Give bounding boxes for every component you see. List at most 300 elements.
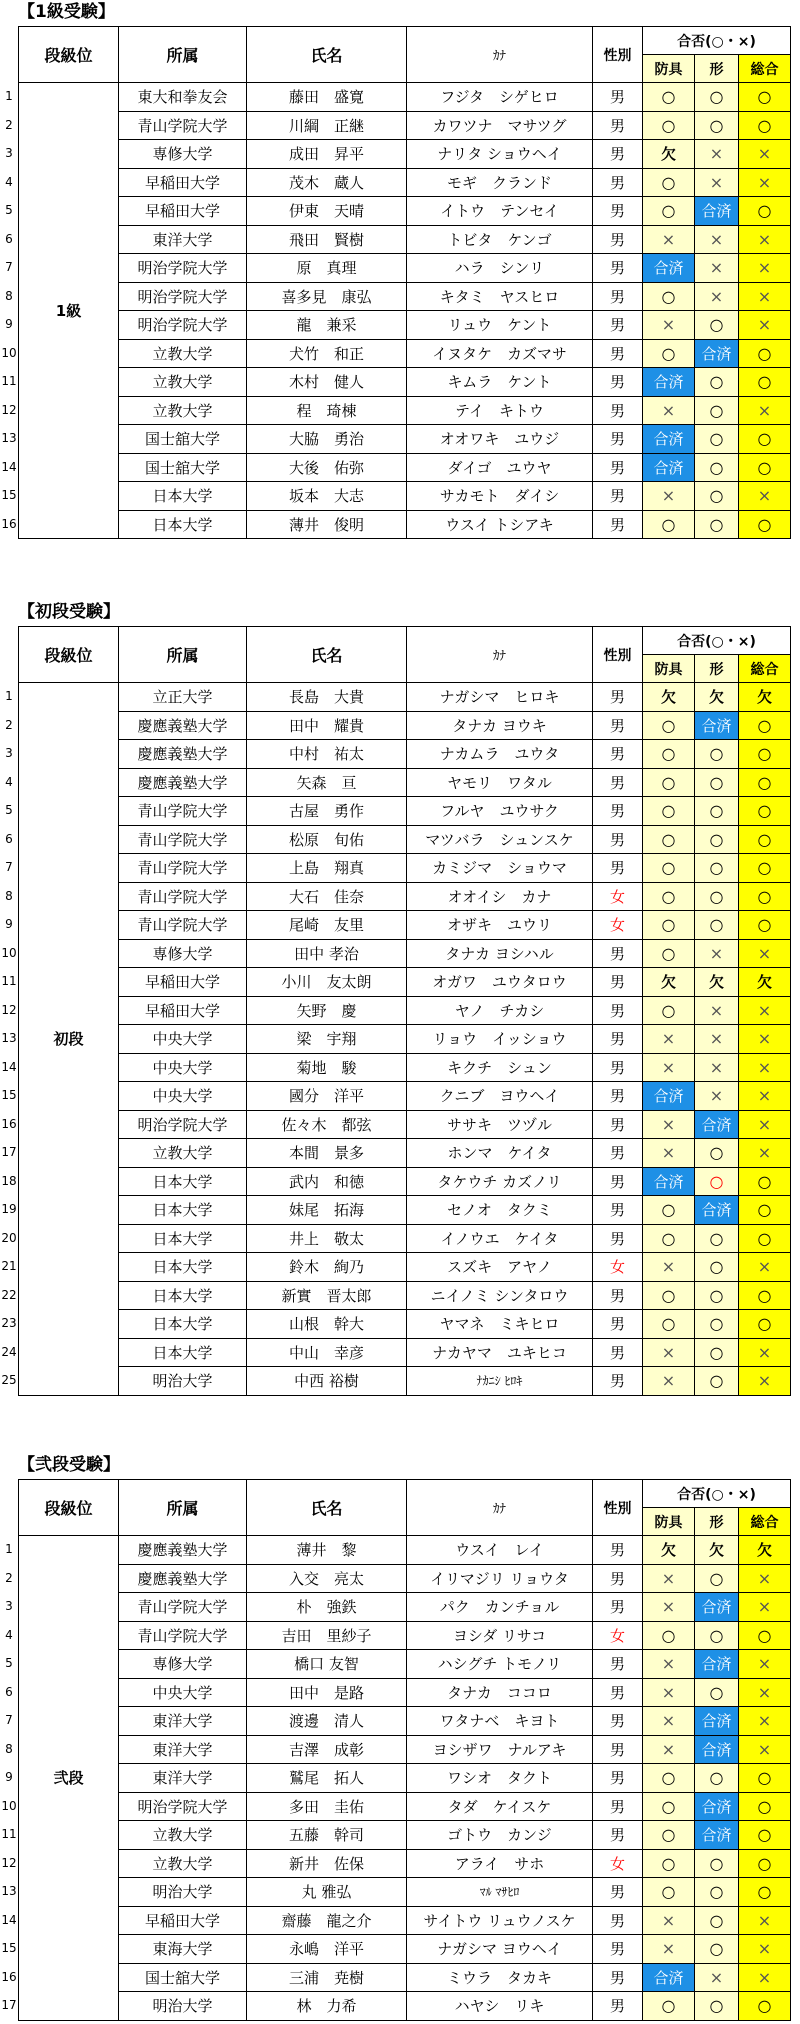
table-row <box>19 854 791 883</box>
affiliation-cell: 明治学院大学 <box>119 1792 247 1821</box>
fail-mark-icon: × <box>661 1114 676 1134</box>
affiliation-cell: 東洋大学 <box>119 1735 247 1764</box>
name-cell: 藤田 盛寛 <box>247 83 407 112</box>
sex-cell: 男 <box>593 425 643 454</box>
result-total-cell <box>739 1735 791 1764</box>
pass-mark-icon: ○ <box>709 858 724 878</box>
pass-mark-icon: ○ <box>661 715 676 735</box>
kana-cell: ハラ シンリ <box>407 254 593 283</box>
results-table <box>18 1479 791 2021</box>
header-result: 合否(○・×) <box>643 627 791 655</box>
name-cell: 佐々木 都弦 <box>247 1110 407 1139</box>
table-row <box>19 339 791 368</box>
result-text: 合済 <box>701 1826 732 1845</box>
result-kata-cell <box>695 911 739 940</box>
table-row <box>19 1196 791 1225</box>
result-kata-cell <box>695 1310 739 1339</box>
pass-mark-icon: ○ <box>661 886 676 906</box>
result-total-cell <box>739 1906 791 1935</box>
fail-mark-icon: × <box>757 229 772 249</box>
sex-cell: 男 <box>593 83 643 112</box>
result-bogu-cell <box>643 1564 695 1593</box>
affiliation-cell: 日本大学 <box>119 1253 247 1282</box>
table-row <box>19 482 791 511</box>
sex-cell: 男 <box>593 1110 643 1139</box>
result-kata-cell <box>695 1253 739 1282</box>
result-kata-cell <box>695 510 739 539</box>
row-number: 3 <box>5 746 13 760</box>
affiliation-cell: 東洋大学 <box>119 1707 247 1736</box>
table-row <box>19 1536 791 1565</box>
result-kata-cell <box>695 1281 739 1310</box>
sex-cell: 男 <box>593 1764 643 1793</box>
pass-mark-icon: ○ <box>709 772 724 792</box>
result-kata-cell <box>695 254 739 283</box>
pass-mark-icon: ○ <box>757 1228 772 1248</box>
sex-cell: 男 <box>593 1196 643 1225</box>
affiliation-cell: 立正大学 <box>119 683 247 712</box>
kana-cell: ヨシザワ ナルアキ <box>407 1735 593 1764</box>
row-number: 11 <box>1 1827 17 1841</box>
kana-cell: ウスイ トシアキ <box>407 510 593 539</box>
row-number: 7 <box>5 860 13 874</box>
affiliation-cell: 中央大学 <box>119 1082 247 1111</box>
row-number: 5 <box>5 203 13 217</box>
result-total-cell <box>739 996 791 1025</box>
result-total-cell <box>739 1224 791 1253</box>
result-text: 欠 <box>757 973 773 992</box>
row-number: 14 <box>1 459 17 474</box>
name-cell: 茂木 蔵人 <box>247 168 407 197</box>
kana-cell: ナカムラ ユウタ <box>407 740 593 769</box>
table-row <box>19 1053 791 1082</box>
name-cell: 梁 宇翔 <box>247 1025 407 1054</box>
affiliation-cell: 東洋大学 <box>119 1764 247 1793</box>
pass-mark-icon: ○ <box>757 858 772 878</box>
pass-mark-icon: ○ <box>661 87 676 107</box>
result-kata-cell <box>695 1110 739 1139</box>
fail-mark-icon: × <box>757 1597 772 1617</box>
row-number: 10 <box>1 1798 17 1813</box>
affiliation-cell: 立教大学 <box>119 339 247 368</box>
pass-mark-icon: ○ <box>661 1825 676 1845</box>
result-total-cell <box>739 282 791 311</box>
name-cell: 龍 兼采 <box>247 311 407 340</box>
kana-cell: タダ ケイスケ <box>407 1792 593 1821</box>
affiliation-cell: 明治大学 <box>119 1367 247 1396</box>
result-text: 合済 <box>701 1712 732 1731</box>
sex-cell: 男 <box>593 797 643 826</box>
result-total-cell <box>739 1764 791 1793</box>
sex-cell: 男 <box>593 111 643 140</box>
fail-mark-icon: × <box>661 1597 676 1617</box>
name-cell: 多田 圭佑 <box>247 1792 407 1821</box>
row-number: 13 <box>1 1031 17 1045</box>
sex-cell: 男 <box>593 1678 643 1707</box>
result-bogu-cell <box>643 768 695 797</box>
result-total-cell <box>739 1792 791 1821</box>
pass-mark-icon: ○ <box>709 915 724 935</box>
kana-cell: タナカ ヨウキ <box>407 711 593 740</box>
name-cell: 妹尾 拓海 <box>247 1196 407 1225</box>
affiliation-cell: 日本大学 <box>119 1167 247 1196</box>
result-text: 合済 <box>701 1655 732 1674</box>
result-text: 欠 <box>708 973 724 992</box>
name-cell: 三浦 尭樹 <box>247 1963 407 1992</box>
sex-cell: 男 <box>593 1935 643 1964</box>
result-bogu-cell <box>643 197 695 226</box>
header-kata: 形 <box>695 1508 739 1536</box>
result-kata-cell <box>695 1764 739 1793</box>
fail-mark-icon: × <box>661 1342 676 1362</box>
table-row <box>19 1025 791 1054</box>
affiliation-cell: 中央大学 <box>119 1053 247 1082</box>
pass-mark-icon: ○ <box>709 457 724 477</box>
row-number: 15 <box>1 488 17 502</box>
pass-mark-icon: ○ <box>709 1682 724 1702</box>
kana-cell: スズキ アヤノ <box>407 1253 593 1282</box>
pass-mark-icon: ○ <box>661 744 676 764</box>
name-cell: 本間 景多 <box>247 1139 407 1168</box>
result-bogu-cell <box>643 797 695 826</box>
header-kana: ｶﾅ <box>407 27 593 83</box>
affiliation-cell: 専修大学 <box>119 140 247 169</box>
result-total-cell <box>739 1536 791 1565</box>
result-total-cell <box>739 1281 791 1310</box>
pass-mark-icon: ○ <box>661 1314 676 1334</box>
name-cell: 程 琦棟 <box>247 396 407 425</box>
result-text: 合済 <box>653 458 684 477</box>
affiliation-cell: 東海大学 <box>119 1935 247 1964</box>
fail-mark-icon: × <box>757 1682 772 1702</box>
kana-cell: トビタ ケンゴ <box>407 225 593 254</box>
name-cell: 飛田 賢樹 <box>247 225 407 254</box>
row-number: 19 <box>1 1202 17 1216</box>
affiliation-cell: 立教大学 <box>119 1821 247 1850</box>
table-row <box>19 1849 791 1878</box>
fail-mark-icon: × <box>757 315 772 335</box>
rank-label: 初段 <box>19 683 119 1396</box>
table-row <box>19 510 791 539</box>
pass-mark-icon: ○ <box>757 886 772 906</box>
kana-cell: ヤマネ ミキヒロ <box>407 1310 593 1339</box>
affiliation-cell: 青山学院大学 <box>119 1621 247 1650</box>
result-text: 合済 <box>653 1172 684 1191</box>
sex-cell: 女 <box>593 1621 643 1650</box>
kana-cell: キムラ ケント <box>407 368 593 397</box>
affiliation-cell: 青山学院大学 <box>119 854 247 883</box>
fail-mark-icon: × <box>757 1086 772 1106</box>
affiliation-cell: 専修大学 <box>119 1650 247 1679</box>
header-kata: 形 <box>695 655 739 683</box>
sex-cell: 男 <box>593 711 643 740</box>
table-row <box>19 797 791 826</box>
result-total-cell <box>739 1139 791 1168</box>
result-kata-cell <box>695 740 739 769</box>
kana-cell: ナカヤマ ユキヒコ <box>407 1338 593 1367</box>
affiliation-cell: 国士舘大学 <box>119 425 247 454</box>
sex-cell: 男 <box>593 1367 643 1396</box>
name-cell: 渡邊 清人 <box>247 1707 407 1736</box>
fail-mark-icon: × <box>661 1739 676 1759</box>
sex-cell: 男 <box>593 1139 643 1168</box>
kana-cell: キクチ シュン <box>407 1053 593 1082</box>
sex-cell: 男 <box>593 1167 643 1196</box>
fail-mark-icon: × <box>757 1967 772 1987</box>
result-kata-cell <box>695 111 739 140</box>
table-row <box>19 1935 791 1964</box>
exam-section <box>0 0 800 542</box>
row-number: 2 <box>5 117 13 132</box>
row-number: 16 <box>1 1969 17 1984</box>
pass-mark-icon: ○ <box>709 400 724 420</box>
name-cell: 薄井 俊明 <box>247 510 407 539</box>
fail-mark-icon: × <box>757 1000 772 1020</box>
fail-mark-icon: × <box>709 943 724 963</box>
pass-mark-icon: ○ <box>757 87 772 107</box>
affiliation-cell: 立教大学 <box>119 1849 247 1878</box>
result-bogu-cell <box>643 1224 695 1253</box>
pass-mark-icon: ○ <box>709 372 724 392</box>
name-cell: 上島 翔真 <box>247 854 407 883</box>
result-kata-cell <box>695 482 739 511</box>
fail-mark-icon: × <box>709 1057 724 1077</box>
name-cell: 小川 友太朗 <box>247 968 407 997</box>
pass-mark-icon: ○ <box>709 1996 724 2016</box>
fail-mark-icon: × <box>709 1967 724 1987</box>
kana-cell: ホンマ ケイタ <box>407 1139 593 1168</box>
row-number: 11 <box>1 374 17 388</box>
pass-mark-icon: ○ <box>709 744 724 764</box>
kana-cell: ゴトウ カンジ <box>407 1821 593 1850</box>
result-kata-cell <box>695 1707 739 1736</box>
result-bogu-cell <box>643 1367 695 1396</box>
name-cell: 鈴木 絢乃 <box>247 1253 407 1282</box>
name-cell: 成田 昇平 <box>247 140 407 169</box>
row-number: 13 <box>1 431 17 445</box>
table-row <box>19 1253 791 1282</box>
pass-mark-icon: ○ <box>709 801 724 821</box>
rank-label: 弐段 <box>19 1536 119 2021</box>
pass-mark-icon: ○ <box>661 1853 676 1873</box>
table-row <box>19 996 791 1025</box>
pass-mark-icon: ○ <box>757 1285 772 1305</box>
table-row <box>19 1310 791 1339</box>
kana-cell: イトウ テンセイ <box>407 197 593 226</box>
affiliation-cell: 慶應義塾大学 <box>119 740 247 769</box>
kana-cell: セノオ タクミ <box>407 1196 593 1225</box>
sex-cell: 男 <box>593 1821 643 1850</box>
affiliation-cell: 明治学院大学 <box>119 311 247 340</box>
result-total-cell <box>739 396 791 425</box>
result-text: 合済 <box>701 1740 732 1759</box>
pass-mark-icon: ○ <box>661 1200 676 1220</box>
result-bogu-cell <box>643 1878 695 1907</box>
table-row <box>19 1735 791 1764</box>
result-total-cell <box>739 683 791 712</box>
sex-cell: 男 <box>593 1053 643 1082</box>
table-row <box>19 368 791 397</box>
result-total-cell <box>739 768 791 797</box>
name-cell: 武内 和徳 <box>247 1167 407 1196</box>
row-number: 8 <box>5 288 13 303</box>
affiliation-cell: 日本大学 <box>119 482 247 511</box>
table-row <box>19 1707 791 1736</box>
kana-cell: ナガシマ ヒロキ <box>407 683 593 712</box>
name-cell: 薄井 黎 <box>247 1536 407 1565</box>
header-bogu: 防具 <box>643 1508 695 1536</box>
pass-mark-icon: ○ <box>709 1342 724 1362</box>
pass-mark-icon: ○ <box>757 343 772 363</box>
result-bogu-cell <box>643 1025 695 1054</box>
result-total-cell <box>739 1564 791 1593</box>
affiliation-cell: 明治学院大学 <box>119 1110 247 1139</box>
row-number: 12 <box>1 1002 17 1017</box>
pass-mark-icon: ○ <box>757 514 772 534</box>
fail-mark-icon: × <box>661 1711 676 1731</box>
result-total-cell <box>739 825 791 854</box>
result-total-cell <box>739 939 791 968</box>
kana-cell: カワツナ マサツグ <box>407 111 593 140</box>
sex-cell: 男 <box>593 225 643 254</box>
result-bogu-cell <box>643 1963 695 1992</box>
fail-mark-icon: × <box>757 1939 772 1959</box>
result-bogu-cell <box>643 882 695 911</box>
name-cell: 中村 祐太 <box>247 740 407 769</box>
result-total-cell <box>739 1110 791 1139</box>
result-kata-cell <box>695 1821 739 1850</box>
result-bogu-cell <box>643 1082 695 1111</box>
result-total-cell <box>739 368 791 397</box>
row-number: 4 <box>5 1627 13 1642</box>
affiliation-cell: 国士舘大学 <box>119 453 247 482</box>
section-title: 【弐段受験】 <box>18 1455 120 1475</box>
sex-cell: 男 <box>593 453 643 482</box>
affiliation-cell: 明治学院大学 <box>119 282 247 311</box>
pass-mark-icon: ○ <box>661 1768 676 1788</box>
result-kata-cell <box>695 1906 739 1935</box>
kana-cell: リュウ ケント <box>407 311 593 340</box>
result-kata-cell <box>695 1167 739 1196</box>
fail-mark-icon: × <box>709 1029 724 1049</box>
result-text: 合済 <box>701 716 732 735</box>
fail-mark-icon: × <box>661 1029 676 1049</box>
sex-cell: 男 <box>593 996 643 1025</box>
kana-cell: イヌタケ カズマサ <box>407 339 593 368</box>
result-text: 合済 <box>701 202 732 221</box>
name-cell: 古屋 勇作 <box>247 797 407 826</box>
result-text: 欠 <box>708 688 724 707</box>
result-total-cell <box>739 1650 791 1679</box>
row-number: 3 <box>5 146 13 160</box>
result-total-cell <box>739 1935 791 1964</box>
result-total-cell <box>739 311 791 340</box>
result-total-cell <box>739 854 791 883</box>
pass-mark-icon: ○ <box>757 1853 772 1873</box>
fail-mark-icon: × <box>709 1000 724 1020</box>
result-kata-cell <box>695 1792 739 1821</box>
kana-cell: サイトウ リュウノスケ <box>407 1906 593 1935</box>
kana-cell: モギ クランド <box>407 168 593 197</box>
fail-mark-icon: × <box>661 1257 676 1277</box>
affiliation-cell: 明治大学 <box>119 1992 247 2021</box>
kana-cell: ダイゴ ユウヤ <box>407 453 593 482</box>
pass-mark-icon: ○ <box>661 172 676 192</box>
result-text: 合済 <box>701 344 732 363</box>
result-kata-cell <box>695 225 739 254</box>
name-cell: 長島 大貴 <box>247 683 407 712</box>
result-bogu-cell <box>643 939 695 968</box>
result-total-cell <box>739 1053 791 1082</box>
result-kata-cell <box>695 711 739 740</box>
kana-cell: ミウラ タカキ <box>407 1963 593 1992</box>
affiliation-cell: 青山学院大学 <box>119 825 247 854</box>
pass-mark-icon: ○ <box>709 486 724 506</box>
result-bogu-cell <box>643 510 695 539</box>
sex-cell: 男 <box>593 1338 643 1367</box>
row-number: 16 <box>1 1116 17 1131</box>
kana-cell: ニイノミ シンタロウ <box>407 1281 593 1310</box>
result-total-cell <box>739 425 791 454</box>
sex-cell: 男 <box>593 740 643 769</box>
sex-cell: 男 <box>593 282 643 311</box>
kana-cell: タケウチ カズノリ <box>407 1167 593 1196</box>
sex-cell: 男 <box>593 339 643 368</box>
result-bogu-cell <box>643 1735 695 1764</box>
name-cell: 吉田 里紗子 <box>247 1621 407 1650</box>
kana-cell: オオイシ カナ <box>407 882 593 911</box>
result-bogu-cell <box>643 311 695 340</box>
name-cell: 五藤 幹司 <box>247 1821 407 1850</box>
fail-mark-icon: × <box>757 1143 772 1163</box>
result-total-cell <box>739 1992 791 2021</box>
affiliation-cell: 青山学院大学 <box>119 111 247 140</box>
fail-mark-icon: × <box>709 172 724 192</box>
kana-cell: ナリタ ショウヘイ <box>407 140 593 169</box>
pass-mark-icon: ○ <box>757 372 772 392</box>
table-row <box>19 1167 791 1196</box>
affiliation-cell: 早稲田大学 <box>119 197 247 226</box>
sex-cell: 男 <box>593 768 643 797</box>
result-total-cell <box>739 111 791 140</box>
result-total-cell <box>739 1963 791 1992</box>
sex-cell: 男 <box>593 368 643 397</box>
pass-mark-icon: ○ <box>661 1796 676 1816</box>
name-cell: 坂本 大志 <box>247 482 407 511</box>
result-kata-cell <box>695 168 739 197</box>
pass-mark-icon: ○ <box>709 514 724 534</box>
row-number: 14 <box>1 1059 17 1074</box>
pass-mark-icon: ○ <box>661 858 676 878</box>
pass-mark-icon: ○ <box>757 429 772 449</box>
row-number: 11 <box>1 974 17 988</box>
table-row <box>19 1621 791 1650</box>
header-result: 合否(○・×) <box>643 27 791 55</box>
result-bogu-cell <box>643 740 695 769</box>
result-bogu-cell <box>643 1935 695 1964</box>
result-bogu-cell <box>643 1707 695 1736</box>
fail-mark-icon: × <box>709 258 724 278</box>
result-bogu-cell <box>643 996 695 1025</box>
result-kata-cell <box>695 1849 739 1878</box>
affiliation-cell: 東大和拳友会 <box>119 83 247 112</box>
name-cell: 鷲尾 拓人 <box>247 1764 407 1793</box>
result-kata-cell <box>695 854 739 883</box>
result-total-cell <box>739 140 791 169</box>
result-total-cell <box>739 83 791 112</box>
fail-mark-icon: × <box>757 1114 772 1134</box>
name-cell: 田中 孝治 <box>247 939 407 968</box>
